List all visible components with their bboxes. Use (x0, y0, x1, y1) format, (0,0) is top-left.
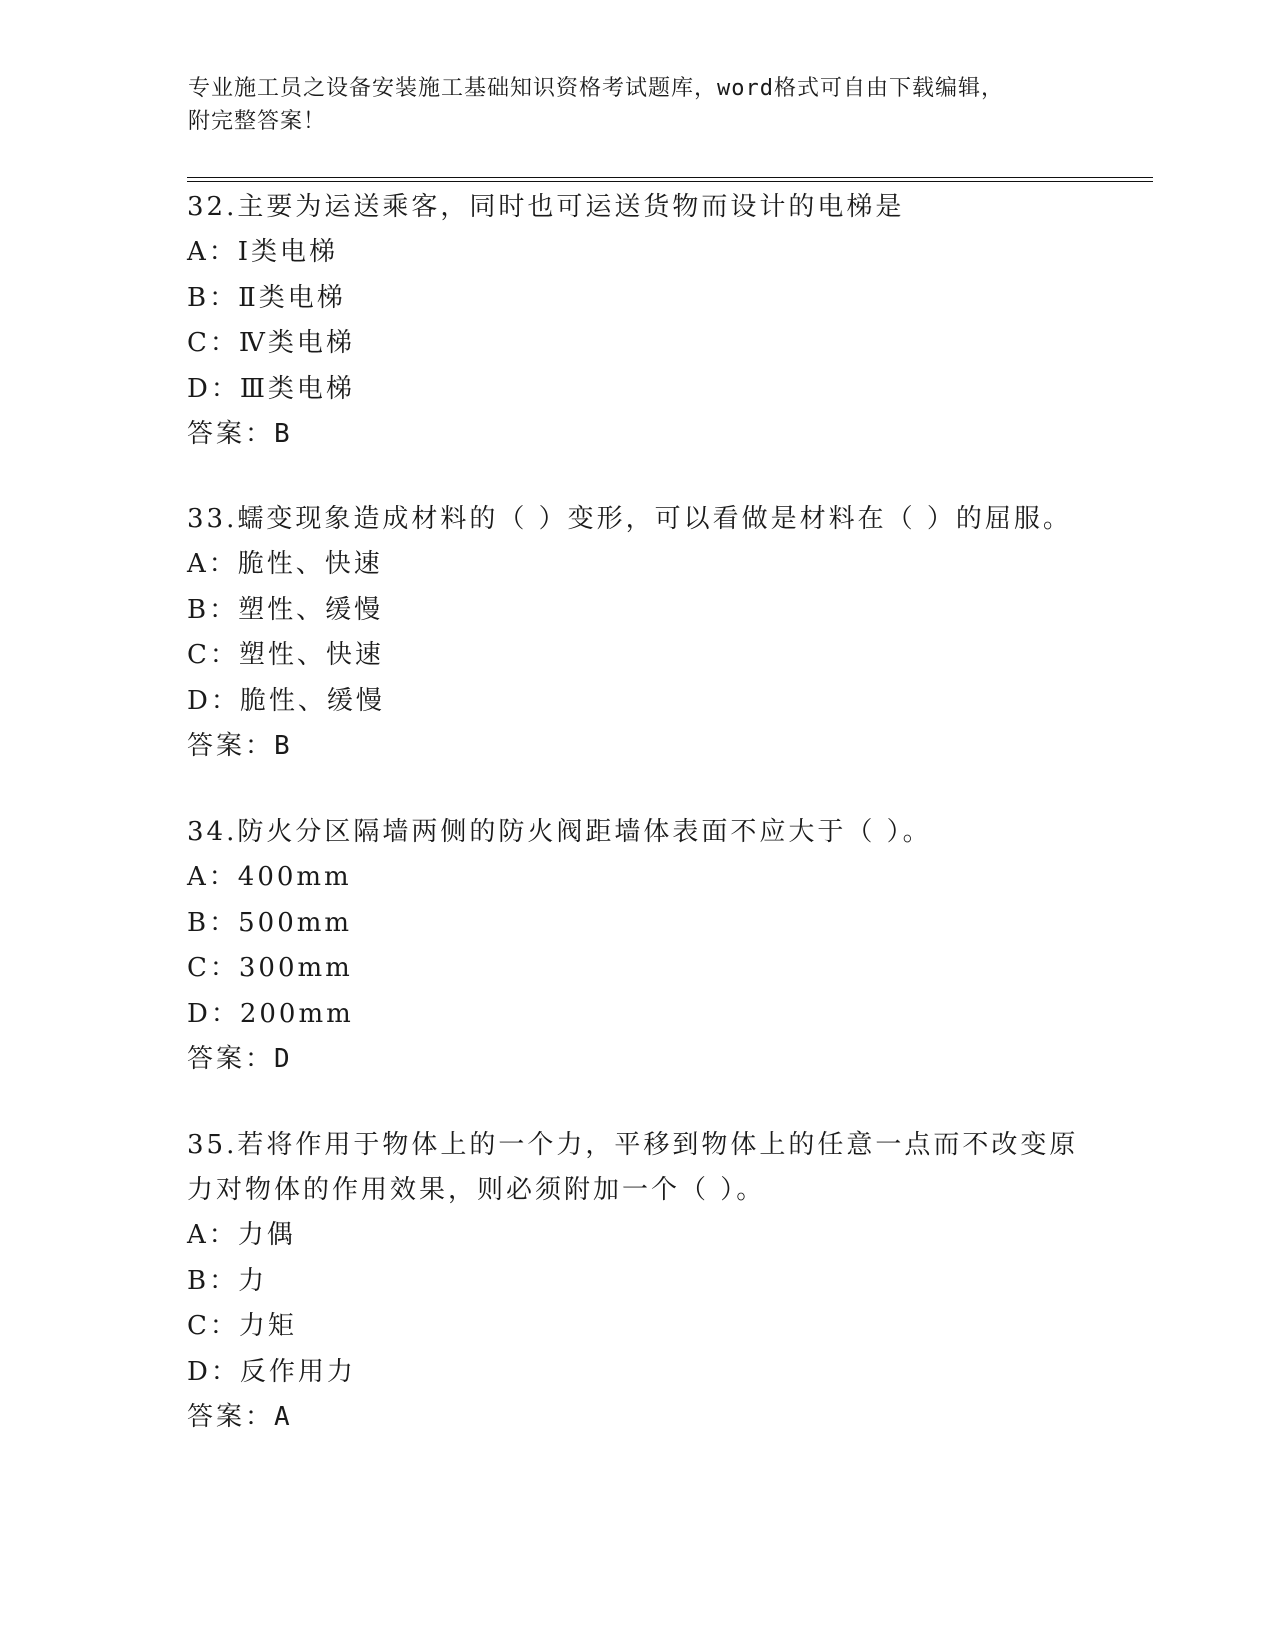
option-d: D：Ⅲ类电梯 (187, 373, 355, 404)
header-divider-top (187, 177, 1153, 178)
option-b: B：Ⅱ类电梯 (187, 282, 346, 313)
question-text: 32.主要为运送乘客，同时也可运送货物而设计的电梯是 (187, 192, 905, 222)
option-a: A：400mm (187, 862, 352, 892)
answer: 答案：D (187, 1044, 293, 1075)
header-line-2: 附完整答案！ (188, 109, 327, 134)
option-d: D：200mm (187, 998, 354, 1029)
option-d: D：反作用力 (187, 1356, 356, 1387)
option-c: C：力矩 (187, 1311, 297, 1342)
question-block-33 (187, 497, 1107, 769)
question-text-line-2: 力对物体的作用效果，则必须附加一个（ ）。 (187, 1175, 766, 1205)
option-b: B：力 (187, 1265, 268, 1296)
question-block-35 (187, 1123, 1107, 1440)
header-line-1: 专业施工员之设备安装施工基础知识资格考试题库，word格式可自由下载编辑， (188, 76, 1004, 101)
option-c: C：Ⅳ类电梯 (187, 328, 355, 359)
answer: 答案：B (187, 419, 293, 450)
option-a: A：力偶 (187, 1220, 296, 1250)
document-header (188, 72, 1088, 138)
option-c: C：塑性、快速 (187, 640, 384, 671)
question-text-line-1: 35.若将作用于物体上的一个力，平移到物体上的任意一点而不改变原 (187, 1130, 1079, 1160)
question-text: 33.蠕变现象造成材料的（ ）变形，可以看做是材料在（ ）的屈服。 (187, 504, 1072, 534)
option-d: D：脆性、缓慢 (187, 685, 385, 716)
option-a: A：脆性、快速 (187, 549, 383, 579)
question-block-32 (187, 185, 1107, 457)
option-a: A：Ⅰ类电梯 (187, 237, 339, 267)
answer: 答案：B (187, 731, 293, 762)
question-block-34 (187, 810, 1107, 1082)
option-b: B：塑性、缓慢 (187, 594, 384, 625)
answer: 答案：A (187, 1402, 293, 1433)
option-b: B：500mm (187, 907, 353, 938)
question-text: 34.防火分区隔墙两侧的防火阀距墙体表面不应大于（ ）。 (187, 817, 932, 847)
header-divider-bottom (187, 181, 1153, 182)
option-c: C：300mm (187, 953, 353, 984)
